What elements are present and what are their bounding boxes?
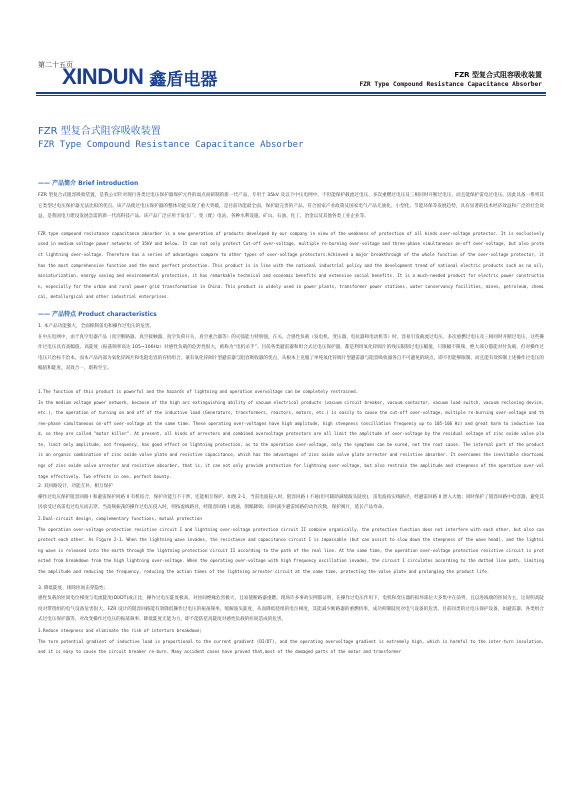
logo-wordmark: INDUN: [76, 64, 144, 89]
char2-paragraph-cn: 操作过电压保护阻容回路 I 和避雷保护回路 II 有机结合，保护功能互不干涉，还能相互保护。如图 2-1，当雷电波侵入时，阻容回路 I 不通(但可辅助减缓波头陡度)，雷电波按实线路径，经避雷回路 II 泄入大地；同时保护了阻容回路中电容器，避免其因承受过高雷电过电压而击穿。当高频振荡的操作过电压侵入时，则按虚线路径，经阻容回路 I 流通，削幅降频；同时减少避雷回路的动作次数，保护阀片，延长产品寿命。: [38, 494, 544, 511]
header-title-en: FZR Type Compound Resistance Capacitance Absorber: [359, 81, 542, 88]
char1-paragraph-en: In the medium voltage power network, because of the high arc extinguishing ability of vacuum electrical products (vacuum circuit breaker, vacuum contactor, vacuum load switch, vacuum reclosing device, etc.), the operation of turning on and off of the inductive load (Generators, transformers, reactors, motors, etc.) is easily to cause the cut-off over-voltage, multiple re-burning over-voltage and three-phase simultaneous on-off over-voltage at the same time. These operating over-voltages have high amplitude, high steepness (oscillation frequency up to 105-106 Hz) and great harm to inductive load, so they are called "motor killer". At present, all kinds of arresters and combined overvoltage protectors are all limit the amplitude of over-voltage by the residual voltage of zinc oxide valve plate, limit only amplitude, not frequency, has good effect on lightning protection, as to the operation over-voltage, only the symptoms can be cured, not the root cause. The internal part of the product is an organic combination of zinc oxide valve plate and resistive capacitance, which has the advantages of zinc oxide valve plate arrester and resistive absorber. It overcomes the inevitable shortcomings of zinc oxide valve arrester and resistive absorber, that is, it can not only provide protection for lightning over-voltage, but also restrain the amplitude and steepness of the operation over-voltage effectively. Two effects in one, perfect bounty.: [38, 399, 544, 479]
logo-chinese-name: 鑫盾电器: [149, 69, 218, 90]
header-rule-thin: [36, 95, 546, 96]
brief-paragraph-cn: FZR 型复合式阻容吸收装置，是我公司针对现行各类过电压保护器保护元件的弱点而研制的新一代产品，专用于 35kV 及以下中压电网中。不但能保护截流过电压、多次重燃过电压及三相同时开断过电压，而且能保护雷电过电压。因此具备一系列其它类型过电压保护器无法比拟的优点。该产品使过电压保护器的整体功能实现了重大突破，是目前功能最全面、保护最完善的产品。符合国家产业政策及国家电气产品无油化、小型化、节能环保等发展趋势，具有显著的技术经济效益和广泛的社会效益，是我国电力建设发展急需的新一代高科技产品。该产品广泛应用于发电厂、变（配）电站、各种水利设施、矿山、石油、化工、冶金以及其他各类工业企业等。: [38, 193, 544, 220]
page-header: [0, 0, 566, 100]
char2-paragraph-en: The operation over-voltage protection resistive circuit I and lightning over-voltage protection circuit II combine organically, the protection function does not interfere with each other, but also can protect each other. As Figure 2-1. When the lightning wave invades, the resistance and capacitance circuit I is impassable (but can assist to slow down the steepness of the wave head), and the lightning wave is released into the earth through the lightning protection circuit II according to the path of the real line. At the same time, the operation over-voltage protection resistive circuit is protected from breakdown from the high lightning over-voltage. When the operating over-voltage with high frequency oscillation invades, the circuit I circulates according to the dotted line path, limiting the amplitude and reducing the frequency, reducing the action times of the lightning arrester circuit at the same time, protecting the valve plate and prolonging the product life.: [38, 526, 544, 574]
char3-title-en: 3.Reduce steepness and eliminate the risk of interturn breakdown;: [38, 627, 202, 633]
section-heading-brief: —— 产品简介 Brief introduction: [38, 180, 139, 187]
char1-title-en: 1.The function of this product is powerful and the hazards of lightning and operation overvoltage can be completely restrained.: [38, 388, 359, 394]
logo-letter-x: X: [62, 64, 77, 89]
section-heading-characteristics: —— 产品特点 Product characteristics: [38, 310, 157, 318]
page-number: 第二十五页: [38, 61, 73, 69]
char2-title-en: 2.Dual-circuit design, complementary functions, mutual protection: [38, 516, 202, 522]
char1-paragraph-cn: 在中压电网中，由于真空电器产品（真空断路器、真空接触器、真空负荷开关、真空重合器等）的灭弧能力特别强，在关、合感性负载（发电机、变压器、电抗器和电动机等）时，容易引发截流过电压、多次重燃过电压及三相同时开断过电压，这些操作过电压具有高幅值、高陡度（振荡频率高达 105~106Hz）对感性负载的危害性很大，被称为“电机杀手”。目前各类避雷器和组合式过电压保护器，都是利用氧化锌阀片的残压限制过电压幅值，只限幅不限频，绝大部分都能对付负载，但对操作过电压只治标不治本。而本产品内部为氧化锌阀片和电阻电容的有机组合，兼有氧化锌阀片型避雷器与阻容吸收器的优点，从根本上克服了单纯氧化锌阀片型避雷器与阻容吸收器各自不可避免的缺点，即不但能够限制、而且能有效抑制上述操作过电压的幅值和陡度。双效合一，堪称至宝。: [38, 334, 544, 372]
brief-paragraph-en: FZR type compound resistance capacitance absorber is a new generation of products developed by our company in view of the weakness of protection of all kinds over-voltage protector. It is exclusively used in medium voltage power networks of 35kV and below. It can not only protect Cut-off over-voltage, multiple re-burning over-voltage and three-phase simultaneous on-off over-voltage, but also protect lightning over-voltage. Therefore has a series of advantages compare to other types of over-voltage protectors.Achieved a major breakthrough of the whole function of the over-voltage protector, it has the most comprehensive function and the most perfect protection. This product is in line with the national industrial policy and the development trend of national electric products such as no oil, miniaturization, energy saving and environmental protection, it has remarkable technical and economic benefits and extensive social benefits. It is a much-needed product for electric power construction, especially for the urban and rural power grid transformation in China. This product is widely used in power plants, transformer power stations, water conservancy facilities, mines, petroleum, chemical, metallurgical and other industrial enterprises.: [38, 230, 544, 300]
document-title-en: FZR Type Compound Resistance Capacitance Absorber: [38, 140, 304, 150]
header-title-cn: FZR 型复合式阻容吸收装置: [454, 71, 542, 79]
char1-title-cn: 1. 本产品功能强大，全面抑制雷电和操作过电压的危害。: [38, 323, 155, 329]
char2-title-cn: 2. 双回路设计，功能互补，相互保护: [38, 484, 113, 490]
header-rule: [36, 92, 546, 94]
document-title-cn: FZR 型复合式阻容吸收装置: [38, 126, 161, 137]
header-product-title: [359, 71, 542, 89]
company-logo: [62, 64, 217, 90]
char3-paragraph-cn: 感性负载的匝间电位梯度与电流陡度(DI/DT)成正比，操作过电压陡度极高，对匝间绝缘危害极大，且易使断路器重燃。现场许多事故实例都证明，在操作过电压作用下，电机和变压器的损坏部位大多集中在前列，且以进线端的匝间为主，这说明高陡度对带绕组的电气设备危害很大。FZR 设计的阻容回路能有效降低操作过电压的振荡频率，缓解波头陡度，从而降低绕组的电位梯度，其能减少断路器的重燃机率，成功抑制陡度对电气设备的危害。目前同类的过电压保护设备，如避雷器、各类组合式过电压保护器等，对改变操作过电压的振荡频率、降低陡度无能为力，即不能防范高陡度对感性负载的匝间造成的危害。: [38, 596, 544, 623]
char3-title-cn: 3. 降低陡度，排除匝间击穿隐性；: [38, 585, 109, 591]
char3-paragraph-en: The turn potential gradient of inductive load is proportional to the current gradient (DI/DT), and the operating overvoltage gradient is extremely high, which is harmful to the inter-turn insulation, and it is easy to cause the circuit breaker re-burn. Many accident cases have proved that,most of the damaged parts of the motor and transformer: [38, 638, 544, 655]
document-body: [38, 178, 544, 658]
